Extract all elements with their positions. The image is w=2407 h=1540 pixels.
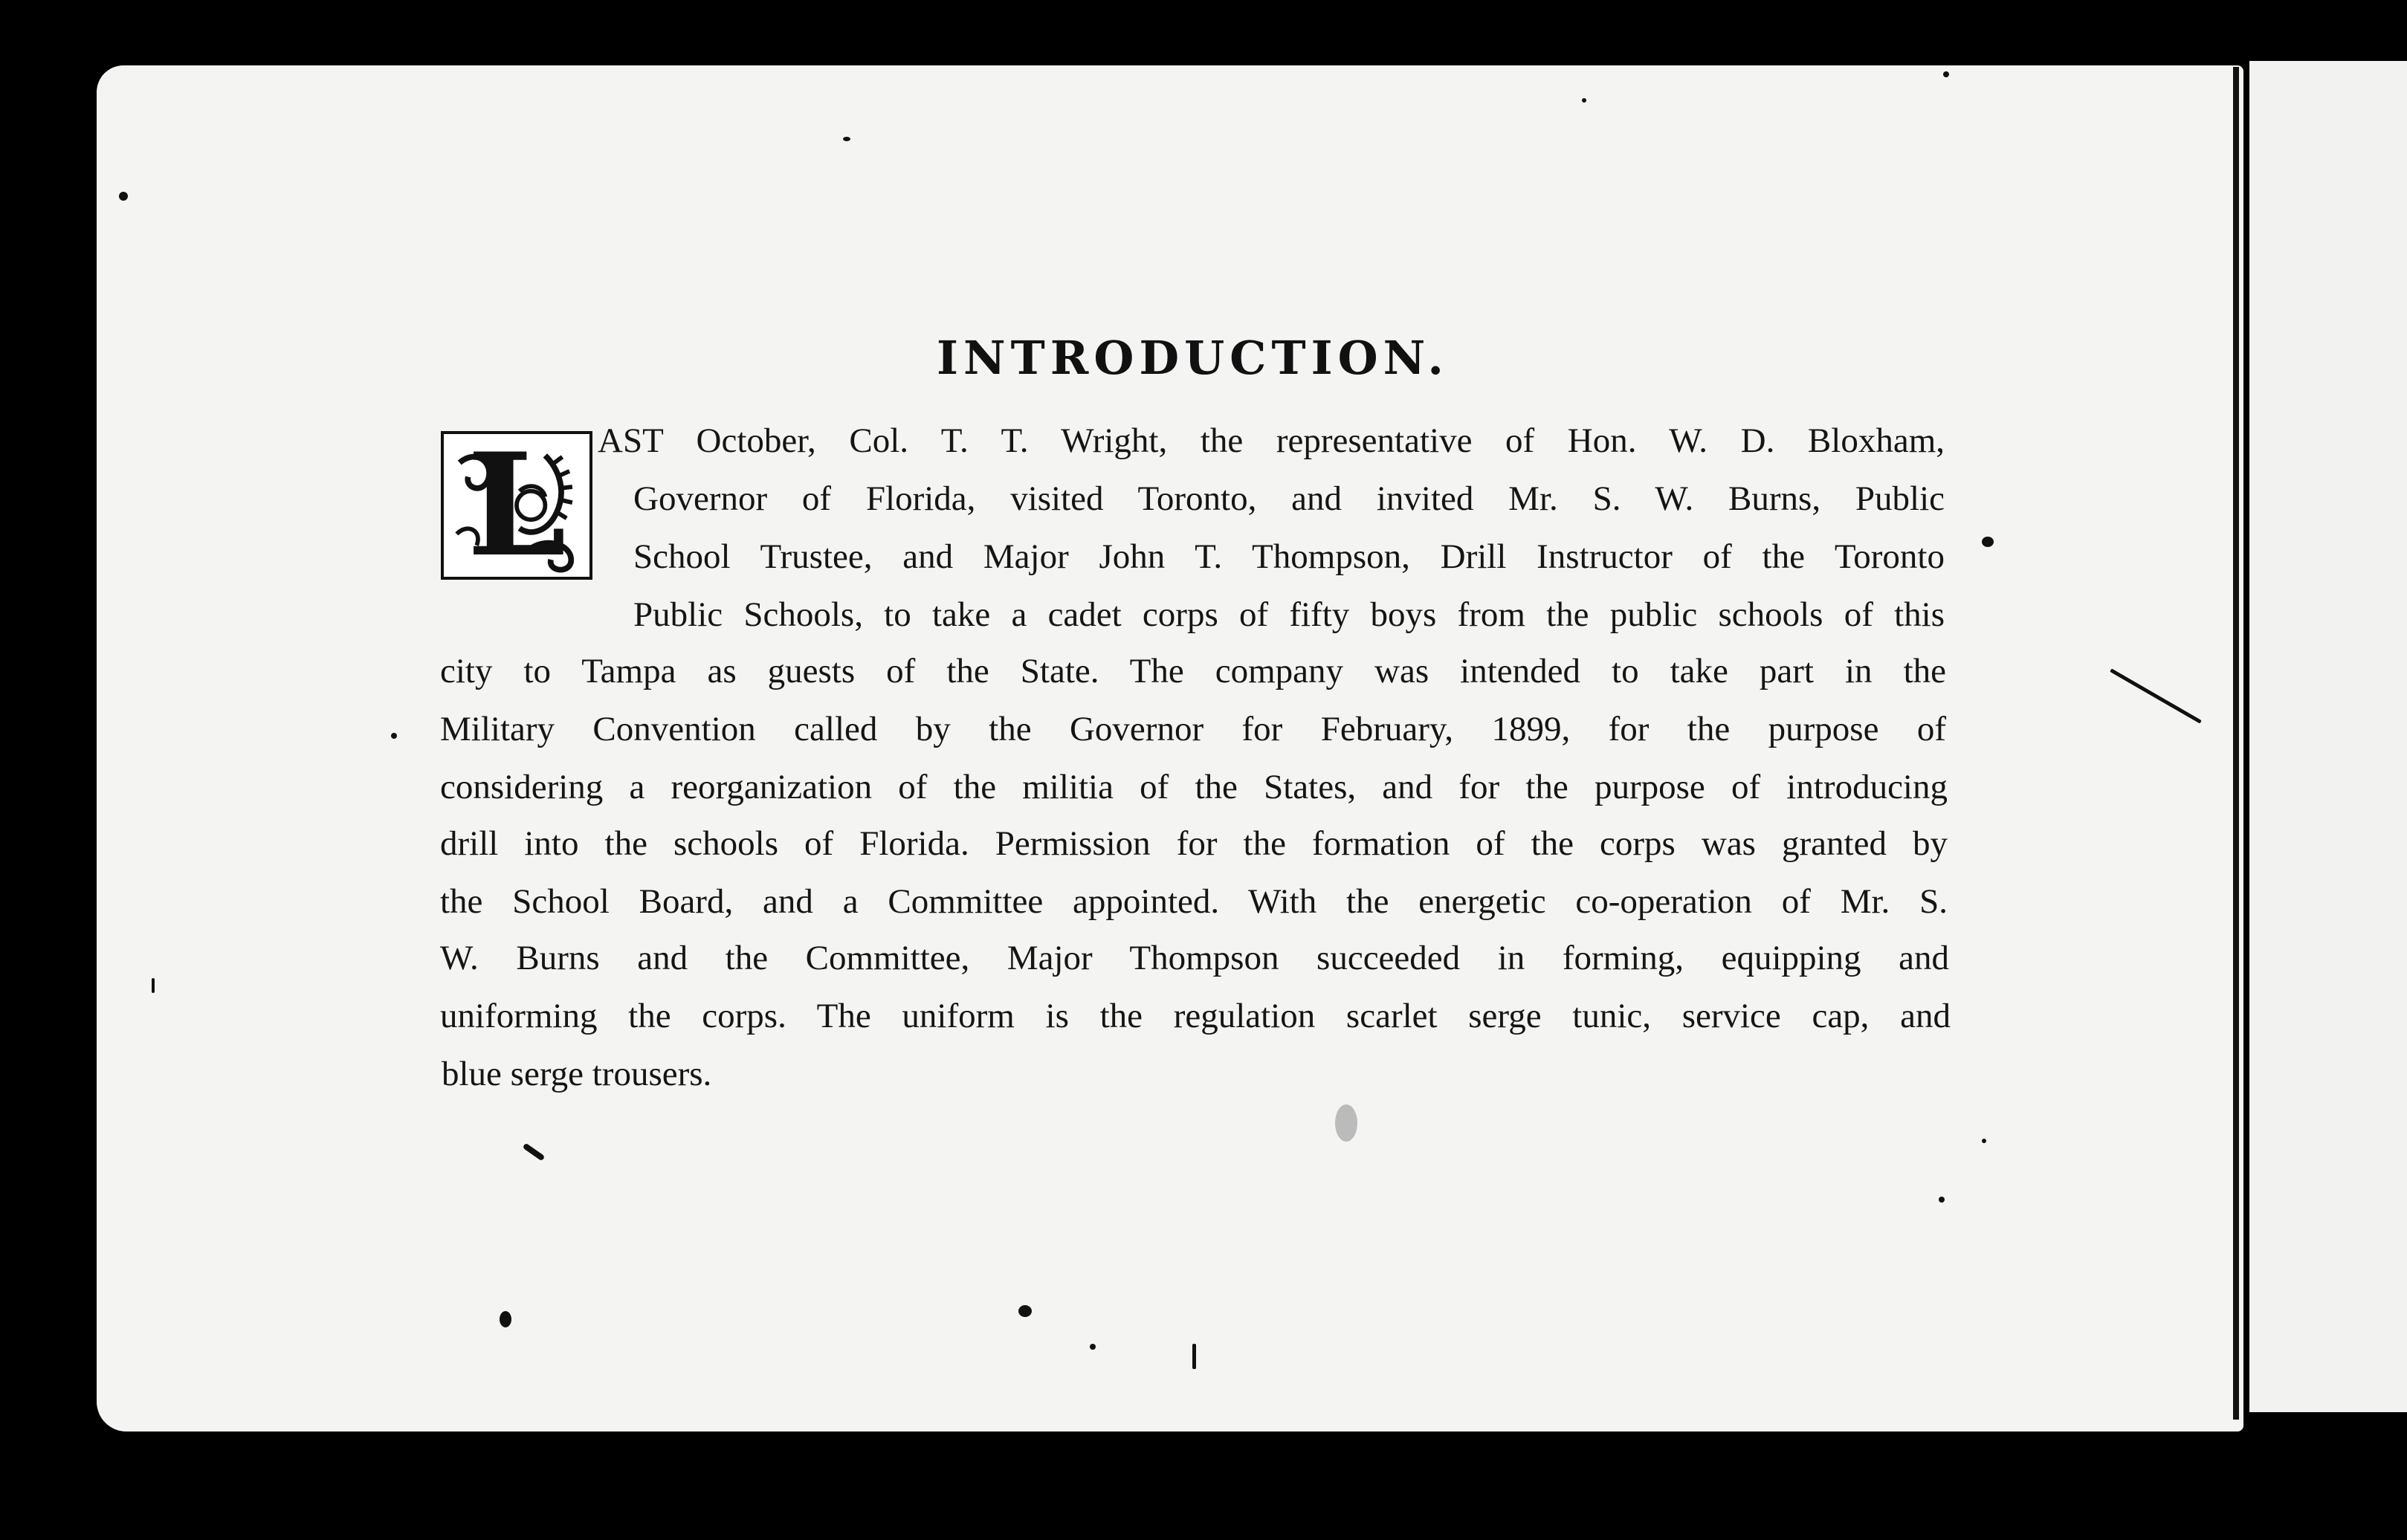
scan-speck [1582, 98, 1586, 103]
drop-cap-letter: L [467, 422, 566, 588]
scan-speck [1090, 1344, 1096, 1350]
scan-speck [1982, 537, 1994, 547]
scan-speck [1335, 1104, 1357, 1142]
paragraph-line: Public Schools, to take a cadet corps of fifty boys from the public schools of this [633, 595, 1945, 634]
scan-speck [391, 733, 397, 739]
scan-speck [843, 137, 850, 141]
scan-speck [500, 1311, 511, 1327]
paragraph-line: AST October, Col. T. T. Wright, the representative of Hon. W. D. Bloxham, [598, 421, 1945, 460]
paragraph-line: W. Burns and the Committee, Major Thompson succeeded in forming, equipping and [440, 939, 1949, 977]
scan-speck [119, 192, 128, 201]
decorative-drop-cap [441, 422, 592, 588]
scan-speck [1982, 1139, 1986, 1143]
scan-speck [1939, 1197, 1945, 1203]
scan-speck [152, 978, 155, 993]
paragraph-line: drill into the schools of Florida. Permission for the formation of the corps was granted by [440, 824, 1948, 863]
scan-speck [1018, 1305, 1032, 1317]
paragraph-line: considering a reorganization of the militia of the States, and for the purpose of introducing [440, 768, 1948, 806]
page-fold [2233, 67, 2239, 1420]
paragraph-line: city to Tampa as guests of the State. The company was intended to take part in the [440, 652, 1946, 690]
page-sheet [97, 65, 2243, 1431]
document-title: INTRODUCTION. [937, 331, 1449, 385]
paragraph-line: blue serge trousers. [442, 1055, 712, 1093]
scan-speck [1943, 71, 1949, 77]
paragraph-line: Military Convention called by the Governor for February, 1899, for the purpose of [440, 710, 1946, 748]
adjacent-page-edge [2249, 61, 2407, 1412]
paragraph-line: the School Board, and a Committee appointed. With the energetic co-operation of Mr. S. [440, 882, 1948, 921]
paragraph-line: School Trustee, and Major John T. Thompson, Drill Instructor of the Toronto [633, 537, 1945, 576]
scan-speck [1192, 1344, 1196, 1369]
paragraph-line: uniforming the corps. The uniform is the regulation scarlet serge tunic, service cap, and [440, 997, 1951, 1035]
paragraph-line: Governor of Florida, visited Toronto, and invited Mr. S. W. Burns, Public [633, 479, 1945, 518]
